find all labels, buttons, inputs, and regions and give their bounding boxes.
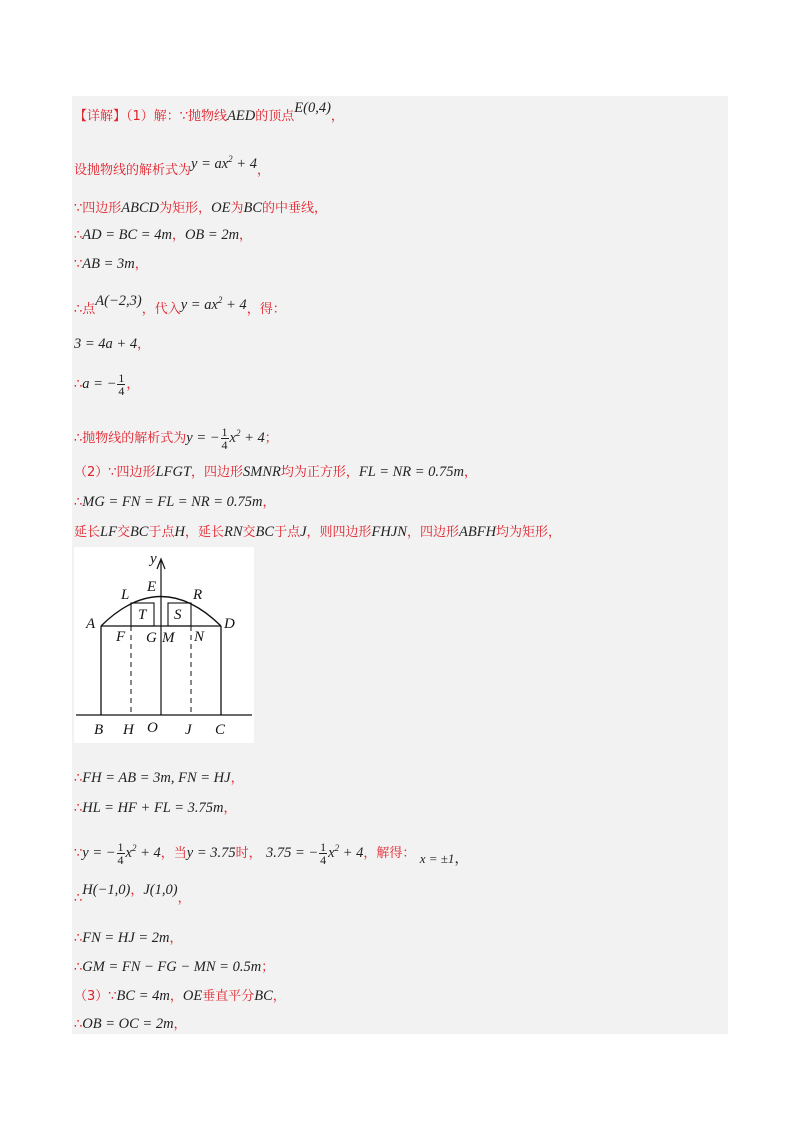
text: ， bbox=[272, 989, 286, 1004]
text: ， bbox=[173, 1017, 187, 1032]
math: FN = HJ = 2m bbox=[82, 930, 170, 946]
math: AD = BC = 4m bbox=[82, 227, 172, 243]
math-sup: 2 bbox=[334, 843, 340, 853]
line-6 bbox=[74, 294, 286, 320]
numerator: 1 bbox=[221, 425, 228, 439]
text: ，则四边形 bbox=[306, 525, 372, 540]
line-1 bbox=[74, 100, 344, 127]
math: H bbox=[174, 524, 185, 540]
line-16 bbox=[74, 880, 191, 906]
text: 时， bbox=[235, 846, 262, 861]
text: ， bbox=[223, 801, 237, 816]
label-e: E bbox=[147, 579, 157, 595]
text: 设抛物线的解析式为 bbox=[74, 163, 192, 178]
label-n: N bbox=[194, 629, 205, 645]
text: （3）∵ bbox=[74, 989, 117, 1004]
math: + 4 bbox=[339, 845, 364, 861]
text: ∵四边形 bbox=[74, 201, 122, 216]
math: BC bbox=[243, 200, 263, 216]
fraction bbox=[221, 426, 229, 451]
fraction bbox=[319, 841, 327, 866]
text: ， bbox=[134, 257, 148, 272]
label-a: A bbox=[86, 616, 96, 632]
text: ， bbox=[177, 891, 191, 906]
text: ∴ bbox=[74, 228, 83, 243]
numerator: 1 bbox=[320, 840, 327, 854]
label-t: T bbox=[138, 607, 147, 623]
fraction bbox=[117, 841, 125, 866]
math: 3.75 = − bbox=[265, 845, 319, 861]
line-13 bbox=[74, 768, 244, 789]
line-5 bbox=[74, 254, 148, 275]
line-8 bbox=[74, 372, 139, 397]
detail-tag: 【详解】 bbox=[74, 109, 127, 124]
math: 3 = 4a + 4 bbox=[74, 336, 138, 352]
math: OB = OC = 2m bbox=[82, 1016, 174, 1032]
label-c: C bbox=[215, 722, 226, 738]
math: J(1,0) bbox=[143, 882, 178, 898]
label-b: B bbox=[94, 722, 104, 738]
math: OB = 2m bbox=[184, 227, 240, 243]
math: SMNR bbox=[243, 464, 281, 480]
math: A(−2,3) bbox=[95, 293, 142, 309]
text: ， bbox=[171, 228, 185, 243]
line-4 bbox=[74, 225, 252, 246]
text: ； bbox=[264, 431, 278, 446]
math: BC bbox=[129, 524, 149, 540]
math: FH = AB = 3m, FN = HJ bbox=[82, 770, 231, 786]
math: + 4 bbox=[222, 297, 247, 313]
line-20 bbox=[74, 1014, 187, 1035]
label-d: D bbox=[224, 616, 235, 632]
label-j: J bbox=[185, 722, 192, 738]
label-l: L bbox=[121, 587, 130, 603]
math: RN bbox=[224, 524, 243, 540]
label-h: H bbox=[123, 722, 134, 738]
math: AB = 3m bbox=[82, 256, 135, 272]
text: ， bbox=[454, 851, 469, 867]
math-sup: 2 bbox=[131, 843, 137, 853]
text: ∴ bbox=[74, 771, 83, 786]
math: y = ax bbox=[191, 156, 229, 172]
fraction bbox=[117, 372, 125, 397]
text: 延长 bbox=[74, 525, 101, 540]
denominator: 4 bbox=[117, 853, 124, 867]
math: y = 3.75 bbox=[186, 845, 236, 861]
text: ， bbox=[169, 931, 183, 946]
geometry-figure bbox=[74, 547, 254, 743]
math: LF bbox=[100, 524, 117, 540]
numerator: 1 bbox=[118, 371, 125, 385]
line-7 bbox=[74, 334, 150, 355]
text: 于点 bbox=[274, 525, 301, 540]
text: ， bbox=[130, 883, 144, 898]
text: ∴ bbox=[74, 1017, 83, 1032]
math: FL = NR = 0.75m bbox=[358, 464, 465, 480]
text: ， bbox=[230, 771, 244, 786]
math: y = − bbox=[186, 430, 220, 446]
label-m: M bbox=[162, 630, 175, 646]
math: x = ±1 bbox=[419, 851, 455, 866]
line-12 bbox=[74, 522, 561, 543]
line-9 bbox=[74, 423, 278, 451]
text: ， bbox=[262, 495, 276, 510]
text: ， bbox=[137, 337, 151, 352]
text: ∴抛物线的解析式为 bbox=[74, 431, 187, 446]
text: ∴ bbox=[74, 891, 83, 906]
math: E(0,4) bbox=[294, 100, 331, 116]
numerator: 1 bbox=[117, 840, 124, 854]
math: ABCD bbox=[121, 200, 160, 216]
label-f: F bbox=[116, 629, 126, 645]
math: + 4 bbox=[136, 845, 161, 861]
label-s: S bbox=[174, 607, 182, 623]
text: ∴ bbox=[74, 377, 83, 392]
text: ，解得： bbox=[363, 846, 416, 861]
math: MG = FN = FL = NR = 0.75m bbox=[82, 494, 263, 510]
denominator: 4 bbox=[320, 853, 327, 867]
math: x bbox=[328, 845, 335, 861]
math: ABFH bbox=[459, 524, 497, 540]
math: LFGT bbox=[155, 464, 192, 480]
math: y = ax bbox=[180, 297, 218, 313]
math-sup: 2 bbox=[228, 154, 233, 164]
text: ，得： bbox=[246, 302, 286, 317]
denominator: 4 bbox=[221, 438, 228, 452]
label-r: R bbox=[193, 587, 203, 603]
text: ， bbox=[464, 465, 478, 480]
line-15 bbox=[74, 838, 469, 866]
math: GM = FN − FG − MN = 0.5m bbox=[82, 959, 262, 975]
text: ，延长 bbox=[184, 525, 224, 540]
text: 为 bbox=[230, 201, 244, 216]
line-19 bbox=[74, 986, 286, 1007]
text: ，四边形 bbox=[191, 465, 244, 480]
math: x bbox=[229, 430, 236, 446]
figure-svg bbox=[74, 547, 254, 743]
text: ； bbox=[261, 960, 275, 975]
text: ， bbox=[169, 989, 183, 1004]
math-sup: 2 bbox=[235, 428, 241, 438]
text: 的中垂线， bbox=[262, 201, 328, 216]
math: AED bbox=[227, 108, 256, 124]
label-o: O bbox=[147, 720, 158, 736]
text: ∴ bbox=[74, 801, 83, 816]
text: （1）解：∵抛物线 bbox=[126, 109, 228, 124]
text: （2）∵四边形 bbox=[74, 465, 156, 480]
text: ，代入 bbox=[141, 302, 181, 317]
line-11 bbox=[74, 492, 276, 513]
math: + 4 bbox=[232, 156, 257, 172]
math: OE bbox=[211, 200, 231, 216]
text: ， bbox=[256, 163, 270, 178]
math: FHJN bbox=[371, 524, 407, 540]
math: BC = 4m bbox=[116, 988, 170, 1004]
math: x bbox=[125, 845, 132, 861]
text: ∴ bbox=[74, 495, 83, 510]
text: 交 bbox=[242, 525, 256, 540]
math: y = − bbox=[82, 845, 116, 861]
math: BC bbox=[254, 988, 273, 1004]
math: + 4 bbox=[240, 430, 265, 446]
text: 均为正方形， bbox=[280, 465, 359, 480]
text: ∵ bbox=[74, 846, 83, 861]
text: 为矩形， bbox=[159, 201, 212, 216]
label-y: y bbox=[150, 551, 157, 567]
math: BC bbox=[255, 524, 275, 540]
math: OE bbox=[182, 988, 203, 1004]
math: a = − bbox=[82, 376, 117, 392]
math: J bbox=[300, 524, 307, 540]
line-2 bbox=[74, 155, 270, 181]
text: 交 bbox=[116, 525, 130, 540]
text: ， bbox=[126, 377, 140, 392]
text: ， bbox=[239, 228, 253, 243]
text: ， bbox=[330, 109, 344, 124]
denominator: 4 bbox=[118, 384, 125, 398]
math-sup: 2 bbox=[217, 295, 223, 305]
line-14 bbox=[74, 798, 237, 819]
text: 均为矩形， bbox=[496, 525, 562, 540]
line-3 bbox=[74, 198, 327, 219]
text: ，四边形 bbox=[406, 525, 459, 540]
line-18 bbox=[74, 957, 274, 978]
text: ∴ bbox=[74, 931, 83, 946]
label-g: G bbox=[146, 630, 157, 646]
text: 垂直平分 bbox=[202, 989, 255, 1004]
text: ，当 bbox=[160, 846, 187, 861]
line-10 bbox=[74, 462, 477, 483]
text: ∴ bbox=[74, 960, 83, 975]
math: HL = HF + FL = 3.75m bbox=[82, 800, 224, 816]
text: 的顶点 bbox=[255, 109, 295, 124]
text: ∵ bbox=[74, 257, 83, 272]
text: 于点 bbox=[148, 525, 175, 540]
math: H(−1,0) bbox=[82, 882, 131, 898]
line-17 bbox=[74, 928, 183, 949]
text: ∴点 bbox=[74, 302, 96, 317]
